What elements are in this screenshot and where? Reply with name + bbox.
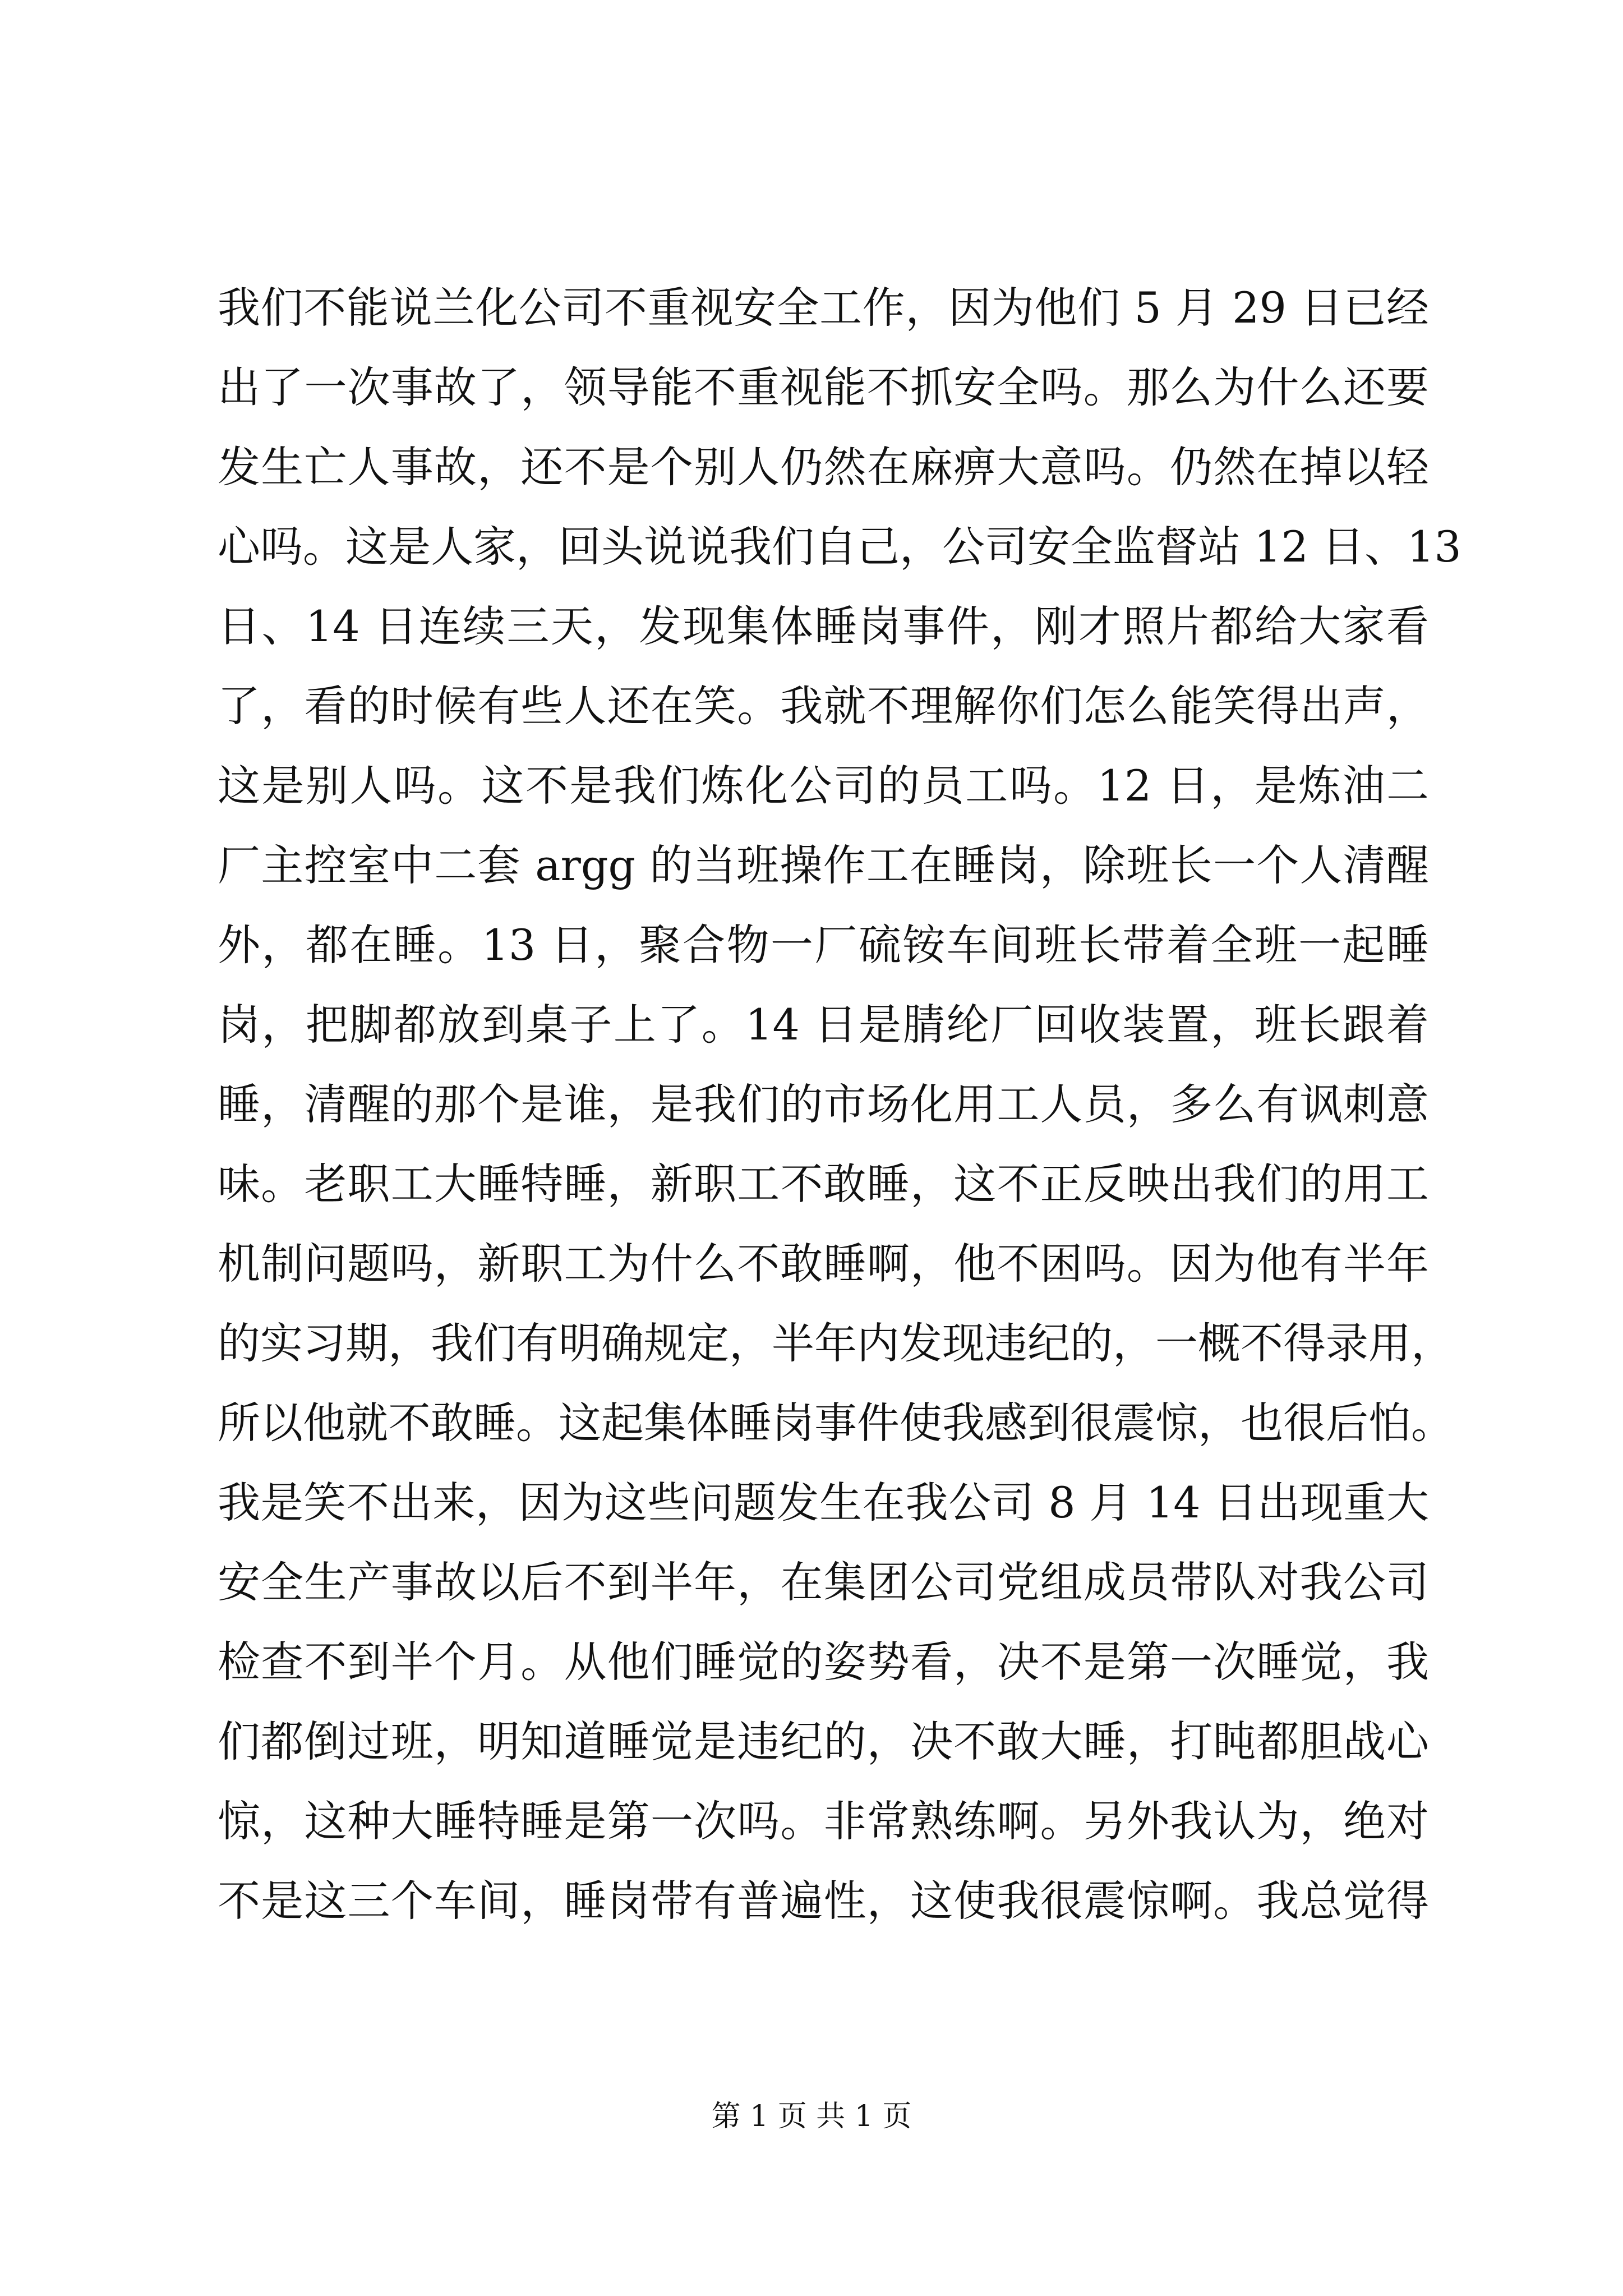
text-line: 所以他就不敢睡。这起集体睡岗事件使我感到很震惊，也很后怕。 [218,1398,1454,1448]
text-line: 们都倒过班，明知道睡觉是违纪的，决不敢大睡，打盹都胆战心 [218,1717,1429,1766]
text-line: 出了一次事故了，领导能不重视能不抓安全吗。那么为什么还要 [218,362,1429,412]
text-line: 的实习期，我们有明确规定，半年内发现违纪的，一概不得录用， [218,1318,1454,1368]
text-line: 惊，这种大睡特睡是第一次吗。非常熟练啊。另外我认为，绝对 [218,1796,1429,1846]
text-line: 睡，清醒的那个是谁，是我们的市场化用工人员，多么有讽刺意 [218,1079,1429,1129]
text-line: 日、14 日连续三天，发现集体睡岗事件，刚才照片都给大家看 [218,601,1429,651]
body-text [218,268,1461,1941]
text-line: 安全生产事故以后不到半年，在集团公司党组成员带队对我公司 [218,1557,1429,1607]
text-line: 岗，把脚都放到桌子上了。14 日是腈纶厂回收装置，班长跟着 [218,1000,1429,1050]
page-number-label: 第 1 页 共 1 页 [711,2100,912,2133]
text-line: 味。老职工大睡特睡，新职工不敢睡，这不正反映出我们的用工 [218,1159,1429,1209]
text-line: 发生亡人事故，还不是个别人仍然在麻痹大意吗。仍然在掉以轻 [218,442,1429,492]
text-line: 机制问题吗，新职工为什么不敢睡啊，他不困吗。因为他有半年 [218,1239,1429,1289]
text-line: 我们不能说兰化公司不重视安全工作，因为他们 5 月 29 日已经 [218,283,1429,333]
text-line: 了，看的时候有些人还在笑。我就不理解你们怎么能笑得出声， [218,681,1429,731]
text-line: 外，都在睡。13 日，聚合物一厂硫铵车间班长带着全班一起睡 [218,920,1429,970]
text-line: 检查不到半个月。从他们睡觉的姿势看，决不是第一次睡觉，我 [218,1637,1429,1687]
text-line: 不是这三个车间，睡岗带有普遍性，这使我很震惊啊。我总觉得 [218,1876,1429,1926]
text-line: 厂主控室中二套 argg 的当班操作工在睡岗，除班长一个人清醒 [218,840,1429,890]
text-line: 心吗。这是人家，回头说说我们自己，公司安全监督站 12 日、13 [218,522,1461,572]
page-footer [0,2097,1623,2136]
text-line: 这是别人吗。这不是我们炼化公司的员工吗。12 日，是炼油二 [218,761,1429,811]
text-line: 我是笑不出来，因为这些问题发生在我公司 8 月 14 日出现重大 [218,1478,1429,1527]
